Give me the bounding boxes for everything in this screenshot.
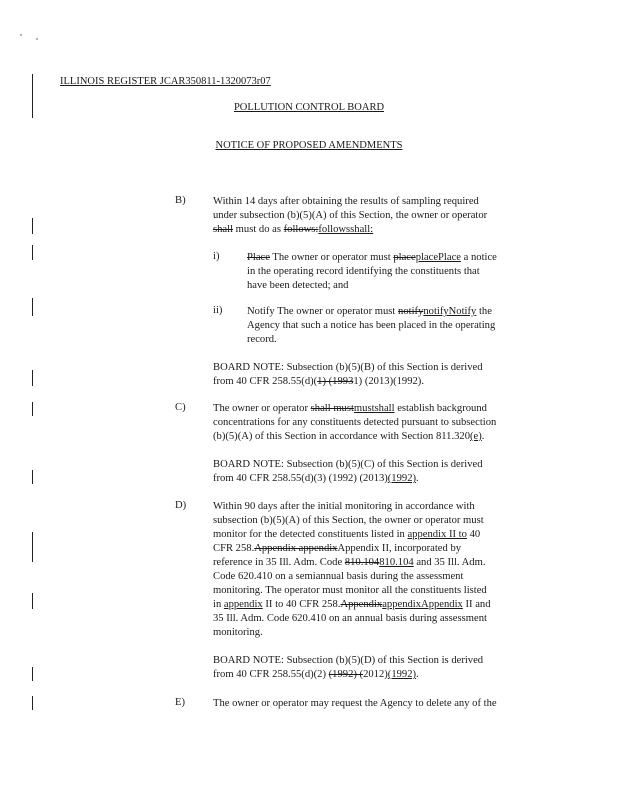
- text-run: must do as: [233, 224, 284, 235]
- notice-heading: [0, 140, 618, 151]
- deleted-text: Appendix appendix: [254, 543, 338, 554]
- text-run: .: [416, 473, 419, 484]
- deleted-text: follows:: [283, 224, 319, 235]
- scan-speck: [20, 34, 22, 36]
- revision-bar: [32, 667, 33, 681]
- section-c-line: concentrations for any constituents detected pursuant to subsection: [213, 417, 497, 428]
- deleted-text: 1) (1993: [317, 376, 354, 387]
- item-i-line: [247, 251, 597, 265]
- section-b-line: [213, 223, 593, 237]
- item-i-line: in the operating record identifying the constituents that: [247, 266, 480, 277]
- deleted-text: Place: [247, 252, 270, 263]
- section-d-line: Within 90 days after the initial monitoring in accordance with: [213, 501, 475, 512]
- inserted-text: (1992): [387, 669, 417, 680]
- deleted-text: shall: [213, 224, 234, 235]
- revision-bar: [32, 218, 33, 234]
- revision-bar: [32, 245, 33, 260]
- deleted-text: shall must: [310, 403, 354, 414]
- section-e-body: [213, 697, 603, 711]
- register-name: ILLINOIS REGISTER: [60, 76, 158, 87]
- section-d-body: [213, 500, 603, 640]
- item-i-body: [247, 251, 597, 293]
- inserted-text: placePlace: [415, 252, 461, 263]
- text-run: .: [416, 669, 419, 680]
- revision-bar: [32, 593, 33, 609]
- item-ii-line: record.: [247, 334, 277, 345]
- text-run: Appendix II, incorporated by: [337, 543, 462, 554]
- inserted-text: notifyNotify: [423, 306, 477, 317]
- section-d-line: [213, 542, 603, 556]
- section-b-line: under subsection (b)(5)(A) of this Section, the owner or operator: [213, 210, 488, 221]
- item-ii-body: [247, 305, 597, 347]
- deleted-text: notify: [398, 306, 424, 317]
- revision-bar: [32, 696, 33, 710]
- section-c-body: [213, 402, 603, 444]
- text-run: 2012): [363, 669, 388, 680]
- inserted-text: (1992): [387, 473, 417, 484]
- board-heading: [0, 102, 618, 113]
- register-header: [60, 76, 271, 87]
- deleted-text: 810.104: [344, 557, 380, 568]
- revision-bar: [32, 370, 33, 386]
- board-note-b: [213, 361, 593, 389]
- text-run: establish background: [394, 403, 487, 414]
- section-d-line: [213, 598, 603, 612]
- item-i-label: i): [213, 251, 220, 262]
- section-b-label: B): [175, 195, 186, 206]
- revision-bar: [32, 402, 33, 416]
- revision-bar: [32, 532, 33, 562]
- text-run: monitor for the detected constituents listed in: [213, 529, 408, 540]
- text-run: from 40 CFR 258.55(d)(2): [213, 669, 329, 680]
- item-ii-line: [247, 305, 597, 319]
- section-d-line: [213, 528, 603, 542]
- deleted-text: (1992) (: [328, 669, 364, 680]
- section-d-line: 35 Ill. Adm. Code 620.410 on an annual basis during assessment: [213, 613, 487, 624]
- notice-title: NOTICE OF PROPOSED AMENDMENTS: [215, 140, 403, 151]
- section-d-line: monitoring.: [213, 627, 263, 638]
- inserted-text: mustshall: [353, 403, 395, 414]
- revision-bar: [32, 470, 33, 484]
- inserted-text: appendixAppendix: [382, 599, 463, 610]
- section-c-line: [213, 430, 603, 444]
- text-run: Notify The owner or operator must: [247, 306, 399, 317]
- section-d-line: [213, 556, 603, 570]
- section-b-line: Within 14 days after obtaining the results of sampling required: [213, 196, 479, 207]
- inserted-text: appendix II to: [407, 529, 467, 540]
- board-note-line: [213, 668, 593, 682]
- board-note-line: BOARD NOTE: Subsection (b)(5)(D) of this Section is derived: [213, 655, 484, 666]
- text-run: from 40 CFR 258.55(d)(: [213, 376, 318, 387]
- document-id: JCAR350811-1320073r07: [159, 76, 271, 87]
- section-d-line: Code 620.410 on a semiannual basis during the assessment: [213, 571, 464, 582]
- section-b-body: [213, 195, 593, 237]
- text-run: reference in 35 Ill. Adm. Code: [213, 557, 345, 568]
- board-note-c: [213, 458, 593, 486]
- section-d-line: subsection (b)(5)(A) of this Section, the owner or operator must: [213, 515, 484, 526]
- inserted-text: 810.104: [379, 557, 414, 568]
- text-run: CFR 258.: [213, 543, 255, 554]
- item-ii-label: ii): [213, 305, 223, 316]
- text-run: in: [213, 599, 224, 610]
- text-run: 1) (2013)(1992).: [353, 376, 424, 387]
- item-ii-line: Agency that such a notice has been placed in the operating: [247, 320, 496, 331]
- scan-speck: [36, 38, 38, 40]
- text-run: II and: [462, 599, 491, 610]
- section-d-line: monitoring. The operator must monitor all the constituents listed: [213, 585, 487, 596]
- deleted-text: Appendix: [340, 599, 383, 610]
- board-note-line: BOARD NOTE: Subsection (b)(5)(C) of this Section is derived: [213, 459, 483, 470]
- text-run: and 35 Ill. Adm.: [413, 557, 486, 568]
- section-e-label: E): [175, 697, 185, 708]
- board-note-line: [213, 375, 593, 389]
- revision-bar: [32, 298, 33, 316]
- section-e-line: The owner or operator may request the Agency to delete any of the: [213, 698, 497, 709]
- inserted-text: (e): [470, 431, 482, 442]
- board-note-line: [213, 472, 593, 486]
- deleted-text: place: [393, 252, 416, 263]
- section-c-label: C): [175, 402, 186, 413]
- text-run: .: [481, 431, 485, 442]
- text-run: the: [476, 306, 492, 317]
- section-d-label: D): [175, 500, 187, 511]
- text-run: from 40 CFR 258.55(d)(3) (1992) (2013): [213, 473, 388, 484]
- text-run: II to 40 CFR 258.: [262, 599, 341, 610]
- board-note-d: [213, 654, 593, 682]
- item-i-line: have been detected; and: [247, 280, 349, 291]
- board-note-line: BOARD NOTE: Subsection (b)(5)(B) of this Section is derived: [213, 362, 483, 373]
- text-run: 40: [466, 529, 481, 540]
- inserted-text: appendix: [223, 599, 263, 610]
- inserted-text: followsshall:: [318, 224, 374, 235]
- text-run: (b)(5)(A) of this Section in accordance with Section 811.320: [213, 431, 471, 442]
- section-c-line: [213, 402, 603, 416]
- text-run: a notice: [460, 252, 497, 263]
- board-name: POLLUTION CONTROL BOARD: [233, 102, 385, 113]
- text-run: The owner or operator: [213, 403, 311, 414]
- text-run: The owner or operator must: [269, 252, 394, 263]
